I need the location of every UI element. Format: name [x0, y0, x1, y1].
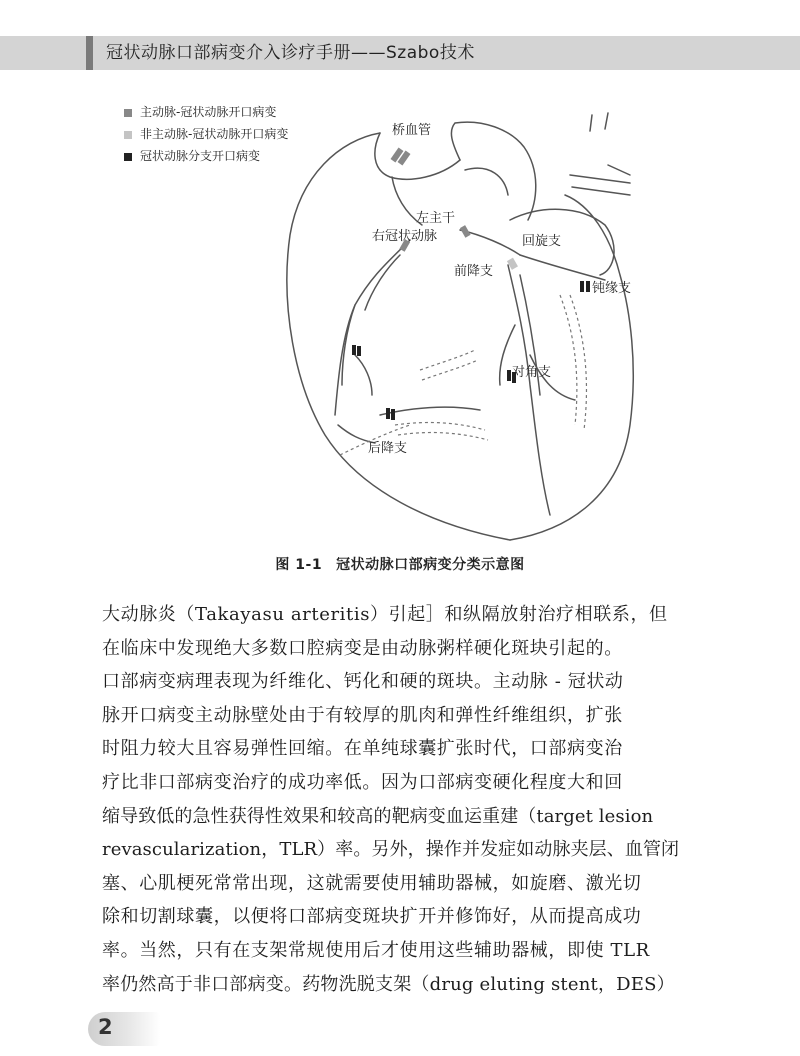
figure-caption-text: 冠状动脉口部病变分类示意图: [336, 557, 525, 573]
header-accent-bar: [86, 36, 93, 70]
body-line: 在临床中发现绝大多数口腔病变是由动脉粥样硬化斑块引起的。: [102, 637, 623, 659]
heart-outline: [287, 133, 510, 540]
body-line: 脉开口病变主动脉壁处由于有较厚的肌肉和弹性纤维组织，扩张: [102, 704, 623, 726]
lesion-marker-diagonal: [507, 370, 511, 381]
body-line: 时阻力较大且容易弹性回缩。在单纯球囊扩张时代，口部病变治: [102, 738, 623, 760]
lad-vessel: [508, 265, 550, 515]
page-number: 2: [98, 1015, 113, 1039]
running-header-title: 冠状动脉口部病变介入诊疗手册——Szabo技术: [106, 43, 475, 63]
body-line: 口部病变病理表现为纤维化、钙化和硬的斑块。主动脉 - 冠状动: [102, 671, 624, 693]
figure-caption: [0, 554, 800, 574]
body-line: 率仍然高于非口部病变。药物洗脱支架（drug eluting stent，DES）: [102, 973, 675, 995]
label-pda: 后降支: [368, 441, 408, 456]
lesion-marker-pda: [386, 408, 390, 419]
label-bridge-graft: 桥血管: [392, 123, 432, 138]
legend-swatch-icon: [124, 131, 132, 139]
right-coronary-vessel: [335, 240, 410, 415]
label-diagonal: 对角支: [512, 365, 552, 380]
label-circumflex: 回旋支: [522, 234, 562, 249]
legend-item-aorto-ostial: 主动脉-冠状动脉开口病变: [124, 101, 288, 123]
body-line: 缩导致低的急性获得性效果和较高的靶病变血运重建（target lesion: [102, 805, 654, 827]
body-line: 疗比非口部病变治疗的成功率低。因为口部病变硬化程度大和回: [102, 771, 623, 793]
legend-item-non-aorto-ostial: 非主动脉-冠状动脉开口病变: [124, 123, 288, 145]
label-obtuse-marginal: 钝缘支: [592, 281, 632, 296]
lesion-marker-obtuse-marginal: [580, 281, 584, 292]
figure-legend: [124, 101, 288, 167]
aorta: [451, 122, 535, 220]
bridge-graft: [375, 133, 460, 179]
label-right-coronary: 右冠状动脉: [372, 229, 438, 244]
body-line: 大动脉炎（Takayasu arteritis）引起］和纵隔放射治疗相联系，但: [102, 604, 668, 625]
label-left-main: 左主干: [416, 211, 456, 226]
body-line: 塞、心肌梗死常常出现，这就需要使用辅助器械，如旋磨、激光切: [102, 872, 642, 894]
body-line: 率。当然，只有在支架常规使用后才使用这些辅助器械，即使 TLR: [102, 939, 650, 961]
legend-swatch-icon: [124, 109, 132, 117]
label-lad: 前降支: [454, 264, 494, 279]
figure-coronary-diagram: [110, 95, 670, 545]
figure-caption-number: 图 1-1: [275, 557, 323, 573]
body-paragraph: [102, 598, 698, 1001]
legend-item-branch-ostial: 冠状动脉分支开口病变: [124, 145, 288, 167]
body-line: 除和切割球囊，以便将口部病变斑块扩开并修饰好，从而提高成功: [102, 906, 642, 928]
lesion-marker-left-main: [460, 225, 471, 238]
body-line: revascularization，TLR）率。另外，操作并发症如动脉夹层、血管闭: [102, 839, 680, 861]
legend-swatch-icon: [124, 153, 132, 161]
lesion-marker-rca-branch: [352, 345, 356, 355]
